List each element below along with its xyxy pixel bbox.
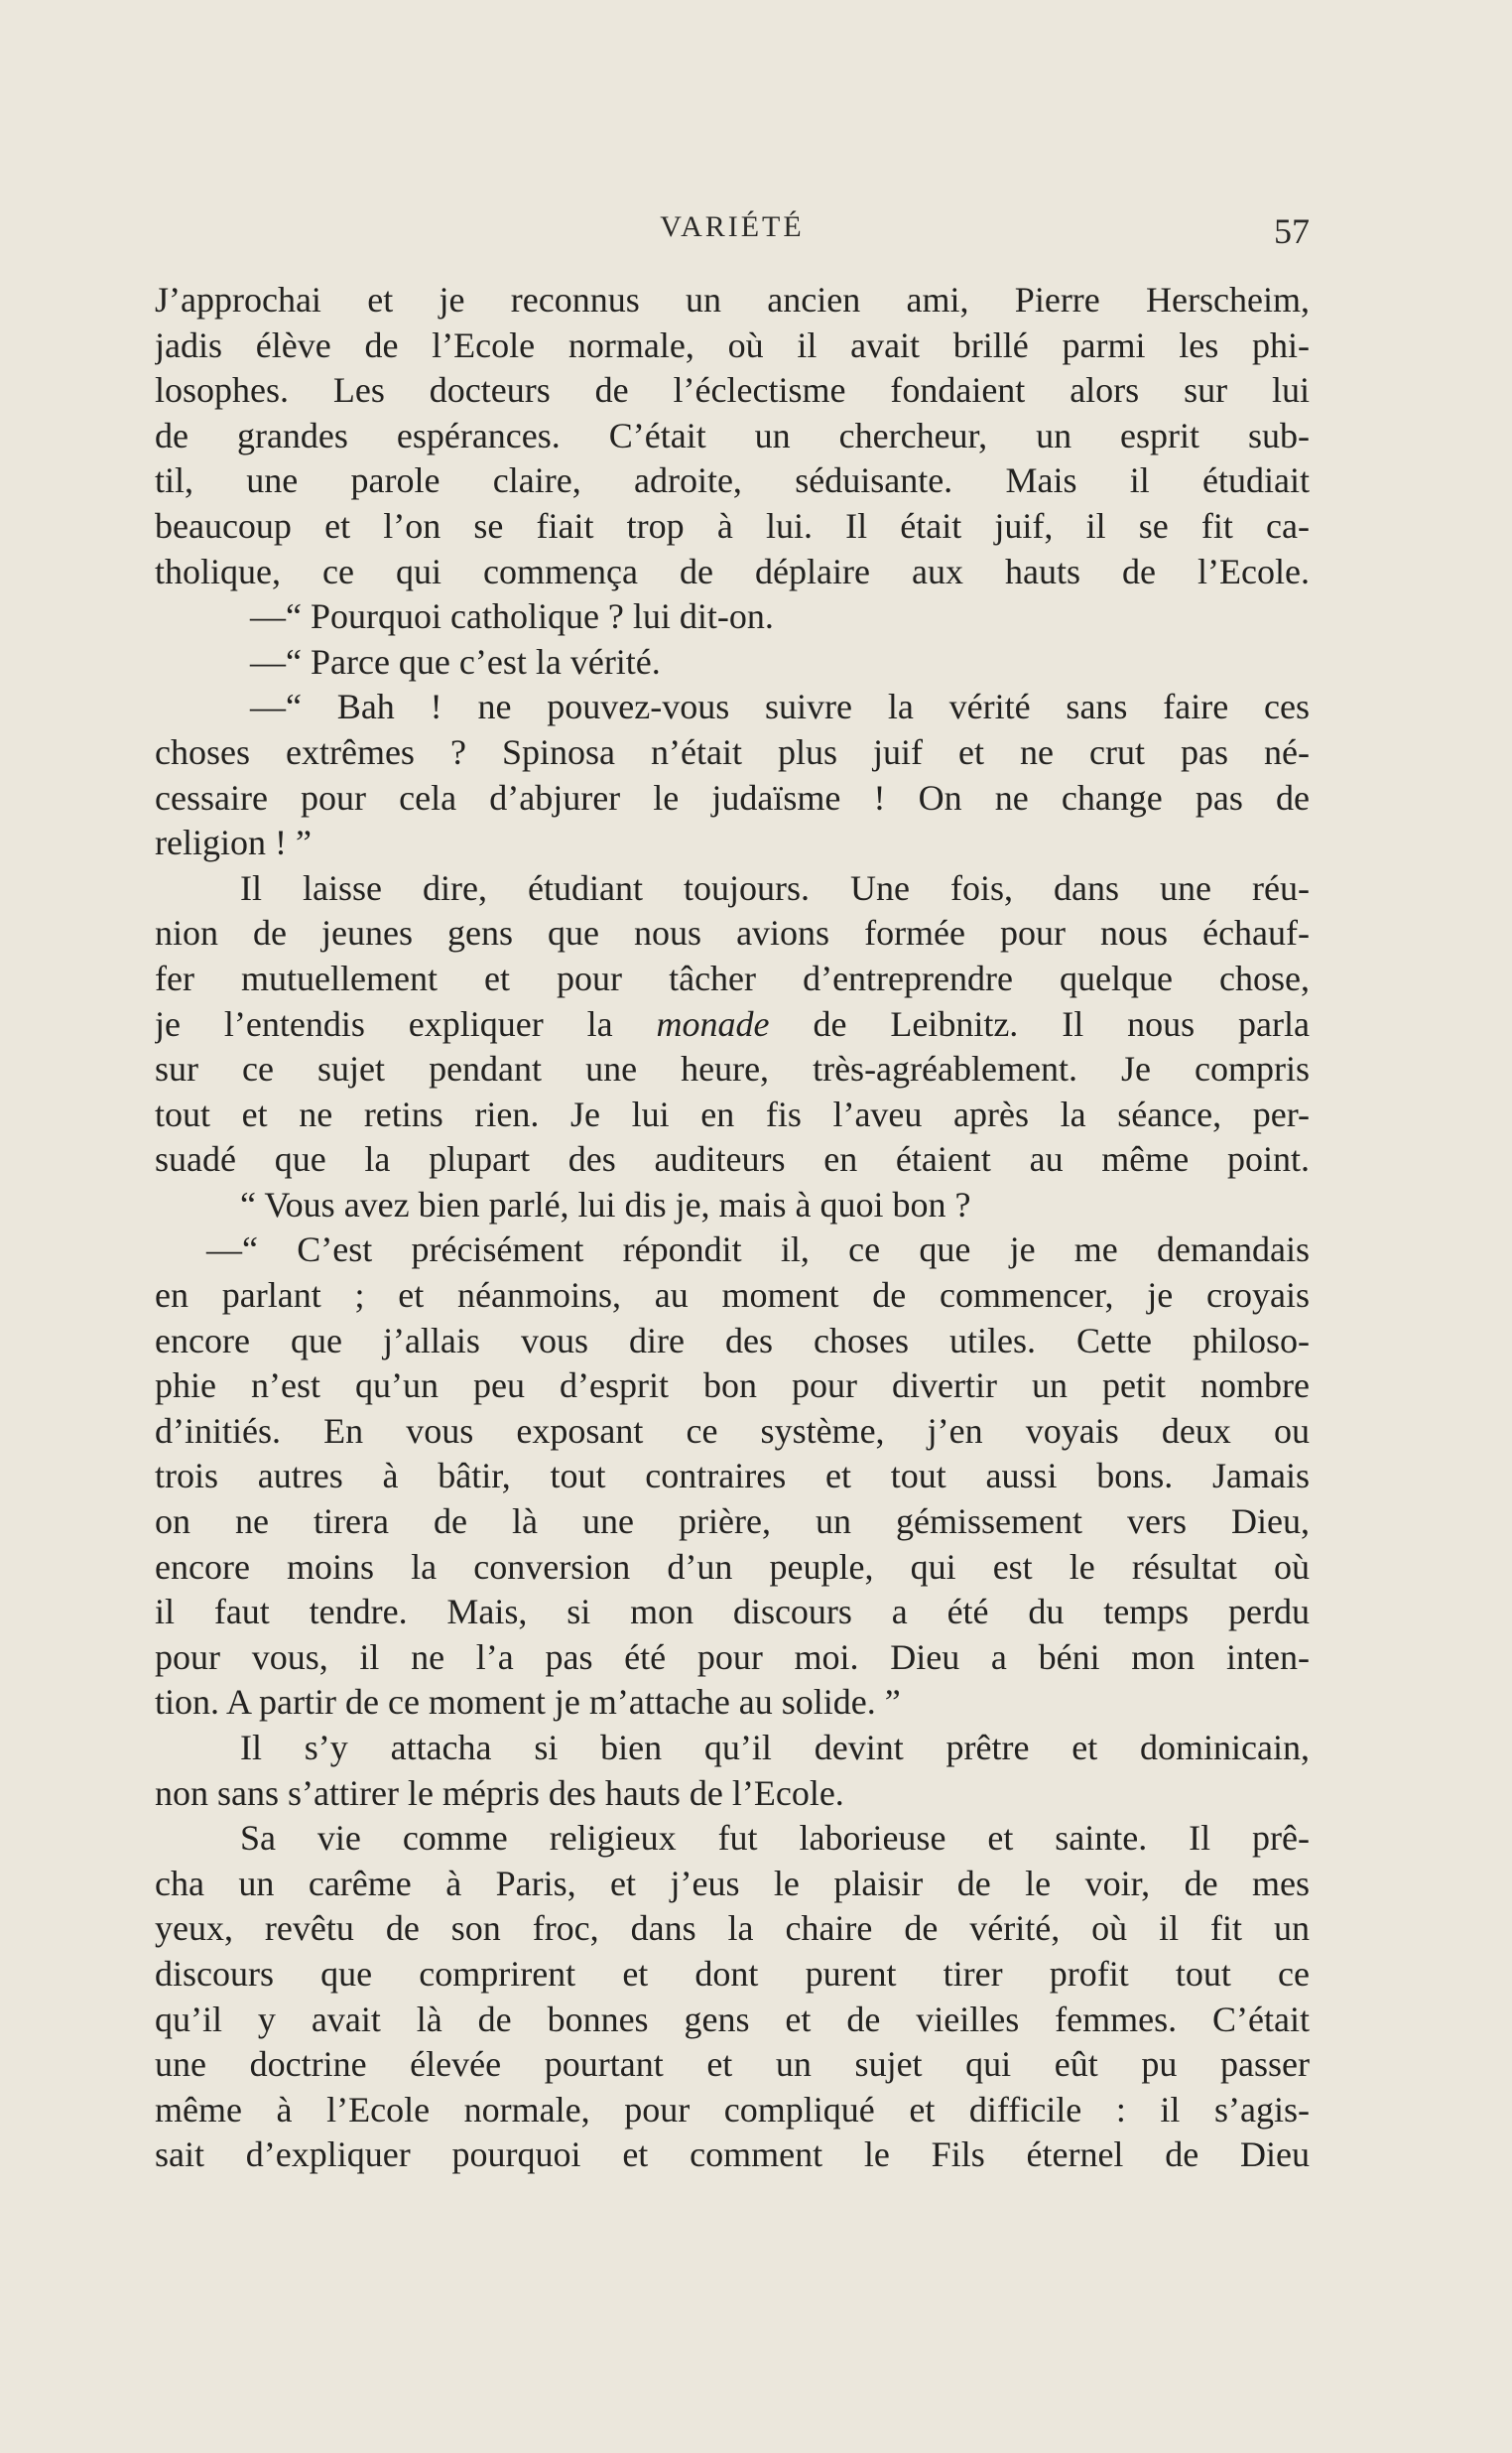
text-line: discours que comprirent et dont purent tirer profit tout ce: [155, 1953, 1310, 1994]
text-line: phie n’est qu’un peu d’esprit bon pour divertir un petit nombre: [155, 1365, 1310, 1406]
text-line: tholique, ce qui commença de déplaire aux hauts de l’Ecole.: [155, 551, 1310, 591]
text-line: —“ Bah ! ne pouvez-vous suivre la vérité sans faire ces: [250, 687, 1310, 727]
text-line: il faut tendre. Mais, si mon discours a été du temps perdu: [155, 1592, 1310, 1632]
text-line: beaucoup et l’on se fiait trop à lui. Il était juif, il se fit ca-: [155, 505, 1310, 546]
text-line: yeux, revêtu de son froc, dans la chaire de vérité, où il fit un: [155, 1908, 1310, 1949]
text-line: cessaire pour cela d’abjurer le judaïsme ! On ne change pas de: [155, 777, 1310, 818]
text-line: nion de jeunes gens que nous avions formée pour nous échauf-: [155, 913, 1310, 954]
text-line: J’approchai et je reconnus un ancien ami, Pierre Herscheim,: [155, 280, 1310, 320]
text-line-with-italic: [155, 1002, 1310, 1048]
text-line: une doctrine élevée pourtant et un sujet qui eût pu passer: [155, 2044, 1310, 2085]
text-line: religion ! ”: [155, 823, 312, 863]
text-line: tout et ne retins rien. Je lui en fis l’aveu après la séance, per-: [155, 1094, 1310, 1134]
text-line: on ne tirera de là une prière, un gémissement vers Dieu,: [155, 1501, 1310, 1542]
text-line: sur ce sujet pendant une heure, très-agréablement. Je compris: [155, 1049, 1310, 1090]
text-line: Sa vie comme religieux fut laborieuse et sainte. Il prê-: [240, 1818, 1310, 1859]
text-line: Il s’y attacha si bien qu’il devint prêtre et dominicain,: [240, 1728, 1310, 1767]
text-line: suadé que la plupart des auditeurs en étaient au même point.: [155, 1139, 1310, 1180]
text-line: pour vous, il ne l’a pas été pour moi. Dieu a béni mon inten-: [155, 1636, 1310, 1677]
running-head: [155, 210, 1310, 254]
text-line: —“ Parce que c’est la vérité.: [250, 641, 661, 682]
text-line: même à l’Ecole normale, pour compliqué et difficile : il s’agis-: [155, 2089, 1310, 2130]
text-line: jadis élève de l’Ecole normale, où il avait brillé parmi les phi-: [155, 324, 1310, 365]
text-line: encore moins la conversion d’un peuple, qui est le résultat où: [155, 1546, 1310, 1587]
text-line: Il laisse dire, étudiant toujours. Une fois, dans une réu-: [240, 867, 1310, 908]
text-segment: je l’entendis expliquer la: [155, 1003, 657, 1044]
text-line: til, une parole claire, adroite, séduisante. Mais il étudiait: [155, 460, 1310, 501]
text-line: sait d’expliquer pourquoi et comment le Fils éternel de Dieu: [155, 2134, 1310, 2175]
italic-term: monade: [656, 1003, 770, 1044]
running-title: VARIÉTÉ: [660, 210, 805, 243]
text-line: de grandes espérances. C’était un chercheur, un esprit sub-: [155, 415, 1310, 455]
text-line: fer mutuellement et pour tâcher d’entreprendre quelque chose,: [155, 958, 1310, 998]
text-line: tion. A partir de ce moment je m’attache au solide. ”: [155, 1682, 901, 1723]
text-line: —“ C’est précisément répondit il, ce que je me demandais: [206, 1229, 1310, 1270]
text-line: encore que j’allais vous dire des choses utiles. Cette philoso-: [155, 1320, 1310, 1360]
text-line: d’initiés. En vous exposant ce système, j’en voyais deux ou: [155, 1410, 1310, 1451]
text-line: losophes. Les docteurs de l’éclectisme fondaient alors sur lui: [155, 370, 1310, 411]
page-number: 57: [1274, 211, 1310, 251]
text-line: cha un carême à Paris, et j’eus le plaisir de le voir, de mes: [155, 1863, 1310, 1903]
text-segment: de Leibnitz. Il nous parla: [769, 1003, 1310, 1044]
text-line: en parlant ; et néanmoins, au moment de commencer, je croyais: [155, 1275, 1310, 1316]
text-line: choses extrêmes ? Spinosa n’était plus juif et ne crut pas né-: [155, 731, 1310, 772]
text-line: qu’il y avait là de bonnes gens et de vieilles femmes. C’était: [155, 1999, 1310, 2039]
text-line: trois autres à bâtir, tout contraires et tout aussi bons. Jamais: [155, 1456, 1310, 1496]
text-line: “ Vous avez bien parlé, lui dis je, mais à quoi bon ?: [240, 1184, 971, 1225]
body-text: [155, 278, 1310, 2178]
text-line: —“ Pourquoi catholique ? lui dit-on.: [250, 596, 774, 637]
text-line: non sans s’attirer le mépris des hauts de l’Ecole.: [155, 1772, 844, 1813]
